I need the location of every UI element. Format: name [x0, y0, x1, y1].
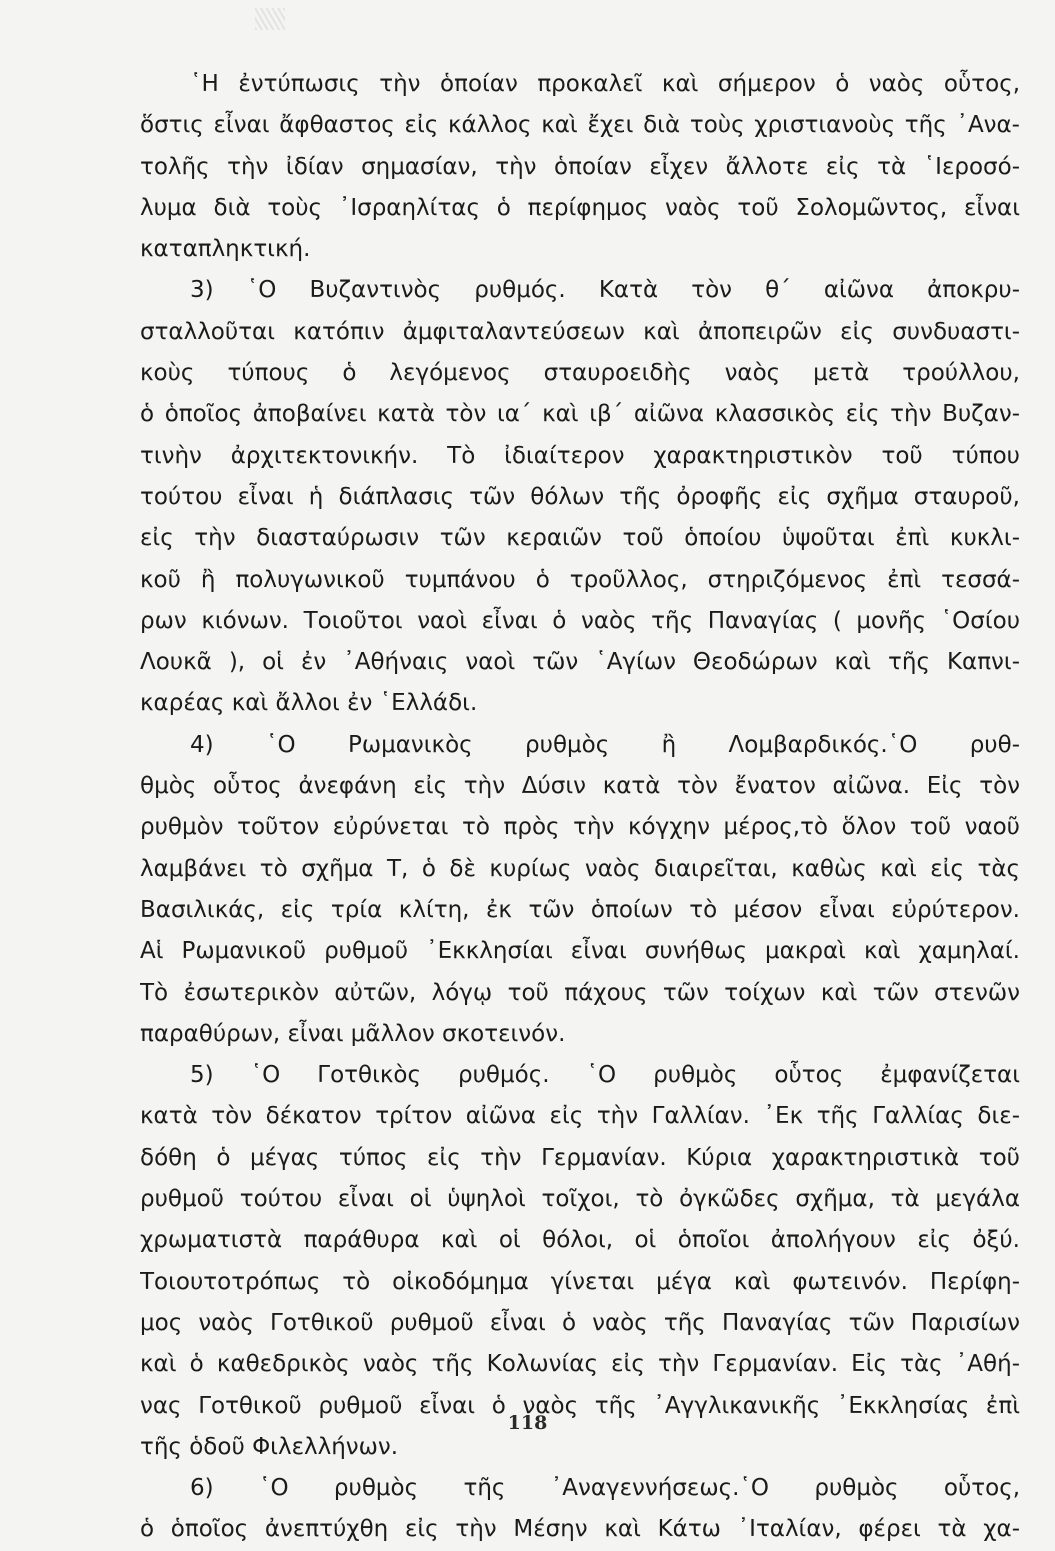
- text-line: ὅστις εἶναι ἄφθαστος εἰς κάλλος καὶ ἔχει διὰ τοὺς χριστιανοὺς τῆς ᾽Ανα-: [140, 112, 1020, 139]
- page-number: 118: [507, 1412, 548, 1434]
- text-line: μος ναὸς Γοτθικοῦ ρυθμοῦ εἶναι ὁ ναὸς τῆς Παναγίας τῶν Παρισίων: [140, 1309, 1020, 1336]
- text-line: ρυθμὸν τοῦτον εὐρύνεται τὸ πρὸς τὴν κόγχην μέρος,τὸ ὅλον τοῦ ναοῦ: [140, 814, 1020, 841]
- text-line: κοὺς τύπους ὁ λεγόμενος σταυροειδὴς ναὸς μετὰ τρούλλου,: [140, 360, 1020, 387]
- section-heading-line: 5) ῾Ο Γοτθικὸς ρυθμός. ῾Ο ρυθμὸς οὗτος ἐμφανίζεται: [190, 1062, 1020, 1089]
- text-line: καὶ ὁ καθεδρικὸς ναὸς τῆς Κολωνίας εἰς τὴν Γερμανίαν. Εἰς τὰς ᾽Αθή-: [140, 1351, 1020, 1378]
- text-line: ρων κιόνων. Τοιοῦτοι ναοὶ εἶναι ὁ ναὸς τῆς Παναγίας ( μονῆς ῾Οσίου: [140, 607, 1020, 634]
- text-line: ῾Η ἐντύπωσις τὴν ὁποίαν προκαλεῖ καὶ σήμερον ὁ ναὸς οὗτος,: [190, 71, 1020, 97]
- text-line: τούτου εἶναι ἡ διάπλασις τῶν θόλων τῆς ὀροφῆς εἰς σχῆμα σταυροῦ,: [140, 483, 1020, 510]
- scan-smudge: [255, 8, 285, 30]
- text-line: ὁ ὁποῖος ἀνεπτύχθη εἰς τὴν Μέσην καὶ Κάτω ᾽Ιταλίαν, φέρει τὰ χα-: [140, 1516, 1020, 1543]
- text-line: λυμα διὰ τοὺς ᾽Ισραηλίτας ὁ περίφημος ναὸς τοῦ Σολομῶντος, εἶναι: [140, 194, 1020, 221]
- text-line: τῆς ὁδοῦ Φιλελλήνων.: [140, 1433, 399, 1460]
- text-line: παραθύρων, εἶναι μᾶλλον σκοτεινόν.: [140, 1020, 566, 1047]
- text-line: ρυθμοῦ τούτου εἶναι οἱ ὑψηλοὶ τοῖχοι, τὸ ὀγκῶδες σχῆμα, τὰ μεγάλα: [140, 1186, 1020, 1213]
- text-line: ὁ ὁποῖος ἀποβαίνει κατὰ τὸν ια΄ καὶ ιβ΄ αἰῶνα κλασσικὸς εἰς τὴν Βυζαν-: [140, 401, 1020, 428]
- text-line: Τὸ ἐσωτερικὸν αὐτῶν, λόγῳ τοῦ πάχους τῶν τοίχων καὶ τῶν στενῶν: [140, 979, 1020, 1006]
- section-heading-line: 6) ῾Ο ρυθμὸς τῆς ᾽Αναγεννήσεως.῾Ο ρυθμὸς οὗτος,: [190, 1475, 1020, 1502]
- text-line: θμὸς οὗτος ἀνεφάνη εἰς τὴν Δύσιν κατὰ τὸν ἔνατον αἰῶνα. Εἰς τὸν: [140, 773, 1020, 800]
- text-line: καρέας καὶ ἄλλοι ἐν ῾Ελλάδι.: [140, 690, 478, 717]
- text-line: δόθη ὁ μέγας τύπος εἰς τὴν Γερμανίαν. Κύρια χαρακτηριστικὰ τοῦ: [140, 1144, 1020, 1171]
- text-line: Αἱ Ρωμανικοῦ ρυθμοῦ ᾽Εκκλησίαι εἶναι συνήθως μακραὶ καὶ χαμηλαί.: [140, 938, 1020, 965]
- section-heading-line: 4) ῾Ο Ρωμανικὸς ρυθμὸς ἢ Λομβαρδικός.῾Ο ρυθ-: [190, 731, 1020, 758]
- body-text: [140, 64, 1020, 1551]
- text-line: εἰς τὴν διασταύρωσιν τῶν κεραιῶν τοῦ ὁποίου ὑψοῦται ἐπὶ κυκλι-: [140, 525, 1020, 552]
- text-line: κοῦ ἢ πολυγωνικοῦ τυμπάνου ὁ τροῦλλος, στηριζόμενος ἐπὶ τεσσά-: [140, 566, 1020, 593]
- text-line: Βασιλικάς, εἰς τρία κλίτη, ἐκ τῶν ὁποίων τὸ μέσον εἶναι εὐρύτερον.: [140, 896, 1020, 923]
- text-line: σταλλοῦται κατόπιν ἀμφιταλαντεύσεων καὶ ἀποπειρῶν εἰς συνδυαστι-: [140, 318, 1020, 345]
- text-line: καταπληκτική.: [140, 236, 311, 263]
- text-line: τινὴν ἀρχιτεκτονικήν. Τὸ ἰδιαίτερον χαρακτηριστικὸν τοῦ τύπου: [140, 442, 1020, 469]
- text-line: Τοιουτοτρόπως τὸ οἰκοδόμημα γίνεται μέγα καὶ φωτεινόν. Περίφη-: [140, 1268, 1020, 1295]
- text-line: τολῆς τὴν ἰδίαν σημασίαν, τὴν ὁποίαν εἶχεν ἄλλοτε εἰς τὰ ῾Ιεροσό-: [140, 153, 1020, 180]
- text-line: κατὰ τὸν δέκατον τρίτον αἰῶνα εἰς τὴν Γαλλίαν. ᾽Εκ τῆς Γαλλίας διε-: [140, 1103, 1020, 1130]
- text-line: Λουκᾶ ), οἱ ἐν ᾽Αθήναις ναοὶ τῶν ῾Αγίων Θεοδώρων καὶ τῆς Καπνι-: [140, 649, 1020, 676]
- text-line: χρωματιστὰ παράθυρα καὶ οἱ θόλοι, οἱ ὁποῖοι ἀπολήγουν εἰς ὀξύ.: [140, 1227, 1020, 1254]
- section-heading-line: 3) ῾Ο Βυζαντινὸς ρυθμός. Κατὰ τὸν θ΄ αἰῶνα ἀποκρυ-: [190, 277, 1020, 304]
- text-line: λαμβάνει τὸ σχῆμα Τ, ὁ δὲ κυρίως ναὸς διαιρεῖται, καθὼς καὶ εἰς τὰς: [140, 855, 1020, 882]
- text-line: νας Γοτθικοῦ ρυθμοῦ εἶναι ὁ ναὸς τῆς ᾽Αγγλικανικῆς ᾽Εκκλησίας ἐπὶ: [140, 1392, 1020, 1419]
